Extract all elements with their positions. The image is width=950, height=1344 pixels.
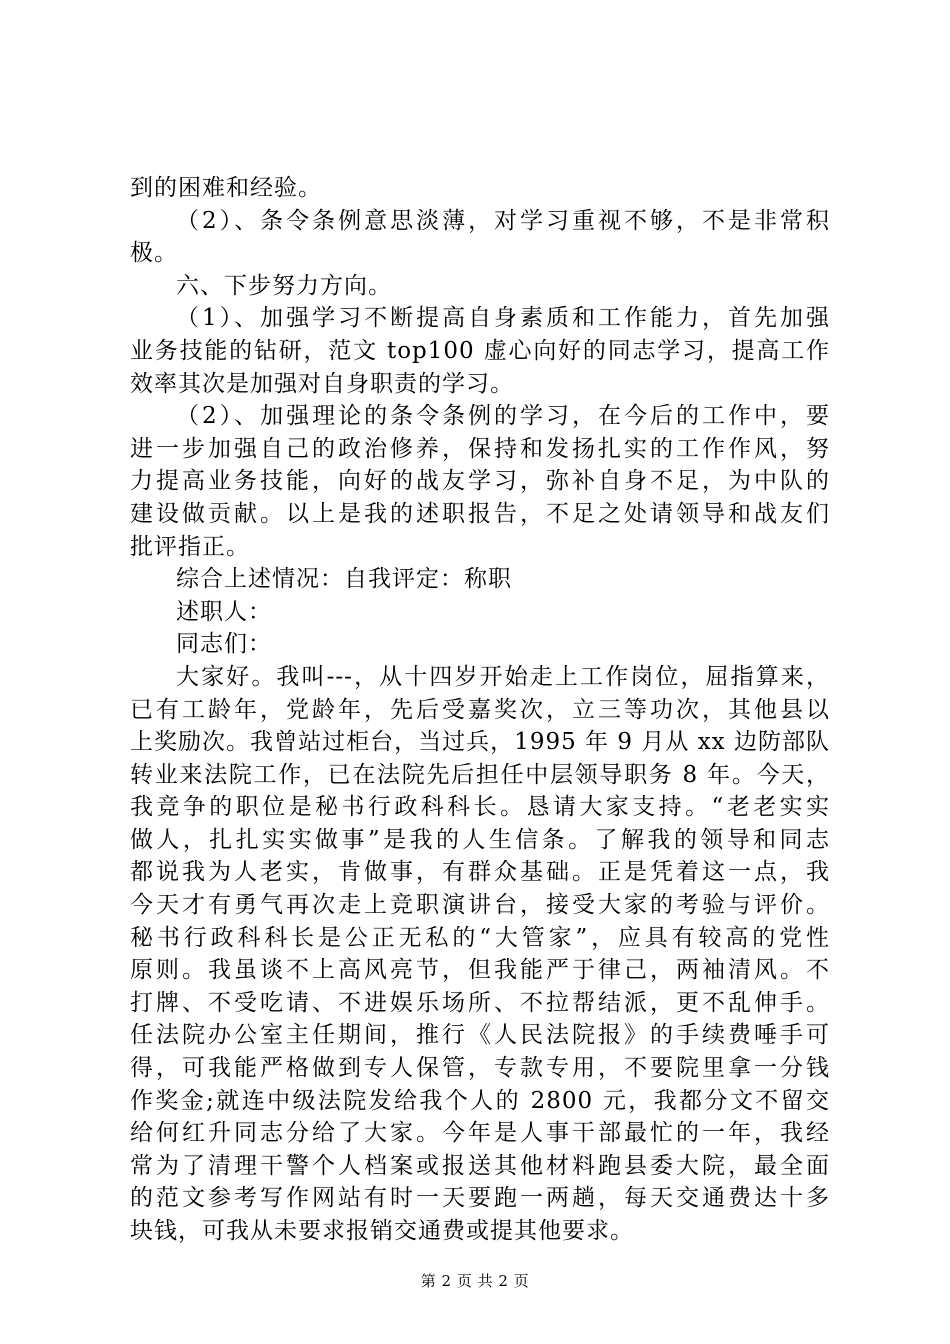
- text-line: （2）、加强理论的条令条例的学习，在今后的工作中，要: [176, 403, 830, 430]
- text-line: 力提高业务技能，向好的战友学习，弥补自身不足，为中队的: [130, 468, 830, 495]
- text-line: 批评指正。: [130, 533, 250, 560]
- text-line: 同志们：: [176, 631, 272, 658]
- text-line: 我竞争的职位是秘书行政科科长。恳请大家支持。“老老实实: [130, 794, 830, 821]
- text-line: 已有工龄年，党龄年，先后受嘉奖次，立三等功次，其他县以: [130, 696, 830, 723]
- page-footer: 第 2 页 共 2 页: [420, 1272, 530, 1290]
- text-line: 综合上述情况：自我评定：称职: [176, 566, 512, 593]
- text-line: 极。: [130, 240, 178, 267]
- text-line: 作奖金;就连中级法院发给我个人的 2800 元，我都分文不留交: [130, 1087, 830, 1114]
- text-line: 上奖励次。我曾站过柜台，当过兵，1995 年 9 月从 xx 边防部队: [130, 729, 830, 756]
- text-line: 业务技能的钻研，范文 top100 虚心向好的同志学习，提高工作: [130, 337, 830, 364]
- text-line: 到的困难和经验。: [130, 175, 322, 201]
- text-line: 效率其次是加强对自身职责的学习。: [130, 370, 514, 397]
- text-line: 得，可我能严格做到专人保管，专款专用，不要院里拿一分钱: [130, 1055, 830, 1082]
- text-line: 大家好。我叫---，从十四岁开始走上工作岗位，屈指算来，: [176, 663, 830, 690]
- text-line: 原则。我虽谈不上高风亮节，但我能严于律己，两袖清风。不: [130, 957, 830, 984]
- text-line: 任法院办公室主任期间，推行《人民法院报》的手续费唾手可: [130, 1022, 830, 1049]
- section-heading: 六、下步努力方向。: [176, 272, 392, 299]
- text-line: 进一步加强自己的政治修养，保持和发扬扎实的工作作风，努: [130, 435, 830, 462]
- text-line: 块钱，可我从未要求报销交通费或提其他要求。: [130, 1218, 634, 1244]
- text-line: 常为了清理干警个人档案或报送其他材料跑县委大院，最全面: [130, 1152, 830, 1179]
- text-line: 建设做贡献。以上是我的述职报告，不足之处请领导和战友们: [130, 500, 830, 527]
- text-line: 给何红升同志分给了大家。今年是人事干部最忙的一年，我经: [130, 1120, 830, 1147]
- text-line: （2）、条令条例意思淡薄，对学习重视不够，不是非常积: [176, 207, 830, 234]
- text-line: 转业来法院工作，已在法院先后担任中层领导职务 8 年。今天，: [130, 761, 830, 788]
- text-line: 秘书行政科科长是公正无私的“大管家”，应具有较高的党性: [130, 924, 830, 951]
- text-line: 的范文参考写作网站有时一天要跑一两趟，每天交通费达十多: [130, 1185, 830, 1212]
- text-line: （1）、加强学习不断提高自身素质和工作能力，首先加强: [176, 305, 830, 332]
- text-line: 打牌、不受吃请、不进娱乐场所、不拉帮结派，更不乱伸手。: [130, 989, 830, 1016]
- text-line: 做人，扎扎实实做事”是我的人生信条。了解我的领导和同志: [130, 826, 830, 853]
- text-line: 今天才有勇气再次走上竞职演讲台，接受大家的考验与评价。: [130, 892, 830, 919]
- text-line: 都说我为人老实，肯做事，有群众基础。正是凭着这一点，我: [130, 859, 830, 886]
- document-body: [130, 172, 830, 1248]
- text-line: 述职人：: [176, 598, 272, 625]
